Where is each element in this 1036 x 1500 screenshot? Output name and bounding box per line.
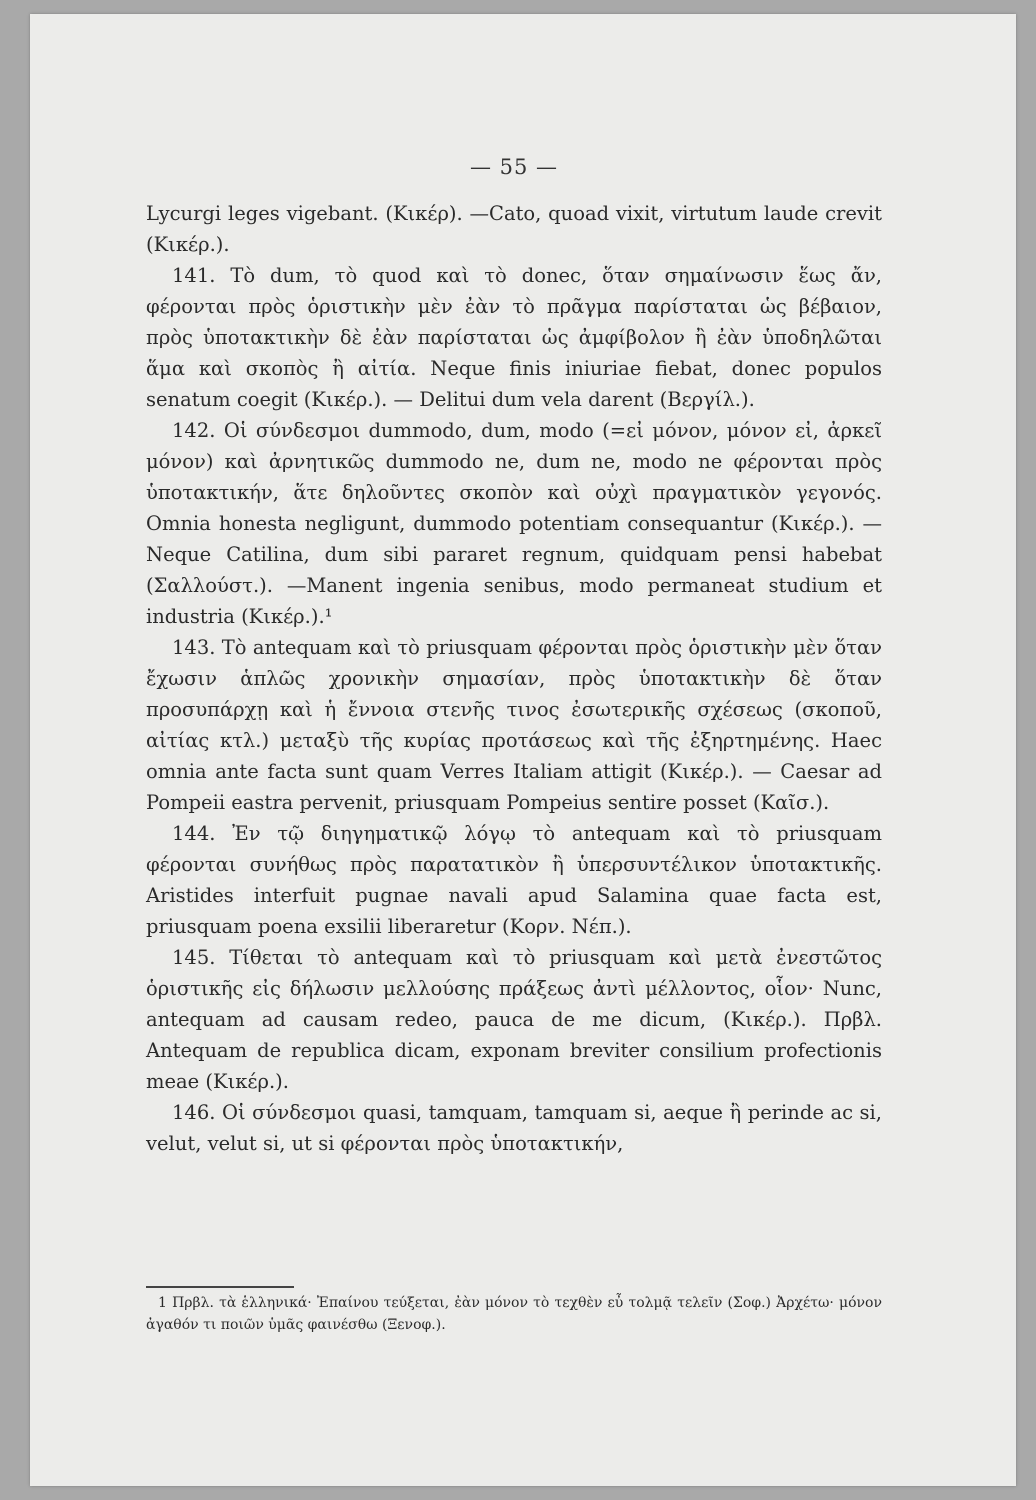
footnote [146,1292,882,1336]
paragraph: Lycurgi leges vigebant. (Κικέρ). —Cato, quoad vixit, virtutum laude crevit (Κικέρ.). [146,202,882,256]
body-text [146,198,882,1159]
page-number: — 55 — [469,155,559,179]
paragraph-142: 142. Οἱ σύνδεσμοι dummodo, dum, modo (=εἰ μόνον, μόνον εἰ, ἀρκεῖ μόνον) καὶ ἀρνητικῶς dummodo ne, dum ne, modo ne φέρονται πρὸς ὑποτακτικήν, ἅτε δηλοῦντες σκοπὸν καὶ οὐχὶ πραγματικὸν γεγονός. Omnia honesta negligunt, dummodo potentiam consequantur (Κικέρ.). — Neque Catilina, dum sibi pararet regnum, quidquam pensi habebat (Σαλλούστ.). —Manent ingenia senibus, modo permaneat studium et industria (Κικέρ.).¹ [146,419,882,628]
footnote-text: 1 Πρβλ. τὰ ἑλληνικά· Ἐπαίνου τεύξεται, ἐὰν μόνον τὸ τεχθὲν εὖ τολμᾷ τελεῖν (Σοφ.) Ἀρχέτω· μόνον ἀγαθόν τι ποιῶν ὑμᾶς φαινέσθω (Ξενοφ.). [146,1295,882,1333]
book-page [30,14,1016,1486]
paragraph-146: 146. Οἱ σύνδεσμοι quasi, tamquam, tamquam si, aeque ἢ perinde ac si, velut, velut si, ut si φέρονται πρὸς ὑποτακτικήν, [146,1101,882,1155]
footnote-divider [146,1286,294,1288]
paragraph-144: 144. Ἐν τῷ διηγηματικῷ λόγῳ τὸ antequam καὶ τὸ priusquam φέρονται συνήθως πρὸς παρατατικὸν ἢ ὑπερσυντέλικον ὑποτακτικῆς. Aristides interfuit pugnae navali apud Salamina quae facta est, priusquam poena exsilii liberaretur (Κορν. Νέπ.). [146,822,882,938]
paragraph-141: 141. Τὸ dum, τὸ quod καὶ τὸ donec, ὅταν σημαίνωσιν ἕως ἄν, φέρονται πρὸς ὁριστικὴν μὲν ἐὰν τὸ πρᾶγμα παρίσταται ὡς βέβαιον, πρὸς ὑποτακτικὴν δὲ ἐὰν παρίσταται ὡς ἀμφίβολον ἢ ἐὰν ὑποδηλῶται ἅμα καὶ σκοπὸς ἢ αἰτία. Neque finis iniuriae fiebat, donec populos senatum coegit (Κικέρ.). — Delitui dum vela darent (Βεργίλ.). [146,264,882,411]
paragraph-143: 143. Τὸ antequam καὶ τὸ priusquam φέρονται πρὸς ὁριστικὴν μὲν ὅταν ἔχωσιν ἁπλῶς χρονικὴν σημασίαν, πρὸς ὑποτακτικὴν δὲ ὅταν προσυπάρχῃ καὶ ἡ ἔννοια στενῆς τινος ἐσωτερικῆς σχέσεως (σκοποῦ, αἰτίας κτλ.) μεταξὺ τῆς κυρίας προτάσεως καὶ τῆς ἐξηρτημένης. Haec omnia ante facta sunt quam Verres Italiam attigit (Κικέρ.). — Caesar ad Pompeii eastra pervenit, priusquam Pompeius sentire posset (Καῖσ.). [146,636,882,814]
paragraph-145: 145. Τίθεται τὸ antequam καὶ τὸ priusquam καὶ μετὰ ἐνεστῶτος ὁριστικῆς εἰς δήλωσιν μελλούσης πράξεως ἀντὶ μέλλοντος, οἷον· Nunc, antequam ad causam redeo, pauca de me dicum, (Κικέρ.). Πρβλ. Antequam de republica dicam, exponam breviter consilium profectionis meae (Κικέρ.). [146,946,882,1093]
